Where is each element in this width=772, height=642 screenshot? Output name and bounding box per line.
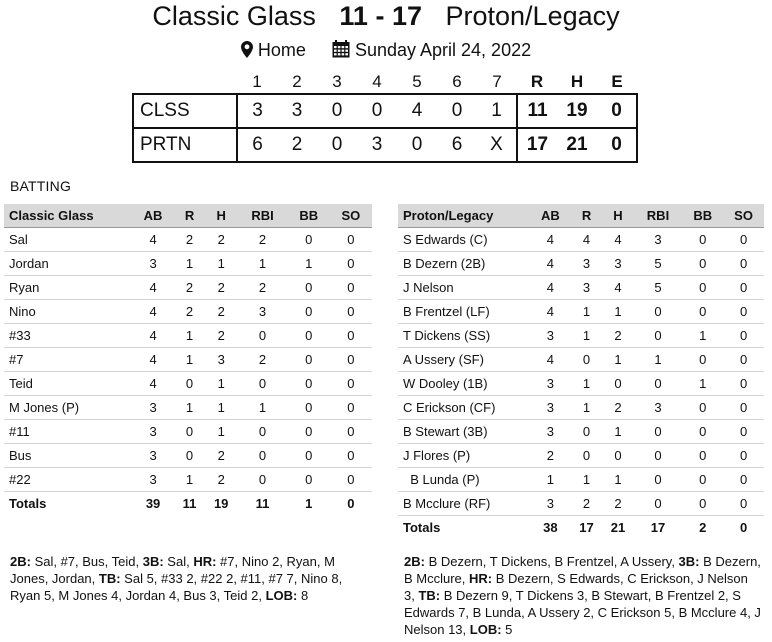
stat-cell: 1 bbox=[305, 495, 313, 511]
inning-runs: 3 bbox=[277, 94, 317, 128]
stat-cell: 0 bbox=[174, 419, 205, 443]
table-row bbox=[398, 467, 764, 491]
inning-header: 1 bbox=[252, 71, 262, 91]
inning-header: 4 bbox=[372, 71, 382, 91]
table-row bbox=[398, 491, 764, 515]
map-pin-icon bbox=[241, 40, 253, 64]
stat-cell: 5 bbox=[634, 275, 683, 299]
stat-cell: 2 bbox=[174, 227, 205, 251]
stat-cell: 3 bbox=[530, 371, 571, 395]
stat-cell: 0 bbox=[330, 275, 372, 299]
stat-cell: 2 bbox=[205, 227, 237, 251]
stat-cell: 0 bbox=[288, 299, 330, 323]
stat-cell: 1 bbox=[602, 347, 633, 371]
stat-cell: 2 bbox=[602, 491, 633, 515]
line-score-row-home bbox=[133, 128, 637, 162]
stat-cell: 3 bbox=[237, 299, 287, 323]
stat-cell: 0 bbox=[634, 491, 683, 515]
batting-header-row bbox=[398, 204, 764, 227]
stat-cell: 17 bbox=[650, 519, 666, 535]
stat-cell: 0 bbox=[602, 443, 633, 467]
stat-cell: 2 bbox=[205, 275, 237, 299]
table-row bbox=[4, 371, 372, 395]
stat-cell: 0 bbox=[330, 419, 372, 443]
stat-cell: 2 bbox=[237, 227, 287, 251]
player-name: Bus bbox=[4, 443, 132, 467]
stat-cell: 0 bbox=[347, 495, 355, 511]
stat-cell: 1 bbox=[602, 467, 633, 491]
totals-row bbox=[4, 491, 372, 515]
stat-cell: 1 bbox=[571, 299, 602, 323]
stat-cell: 39 bbox=[145, 495, 161, 511]
stat-cell: 11 bbox=[255, 495, 270, 511]
stat-cell: 0 bbox=[682, 491, 723, 515]
player-name: C Erickson (CF) bbox=[398, 395, 530, 419]
stat-cell: 3 bbox=[571, 251, 602, 275]
line-score-header bbox=[133, 70, 637, 94]
inning-runs: 0 bbox=[397, 128, 437, 162]
line-team-abbr: CLSS bbox=[133, 94, 237, 128]
home-batting-notes bbox=[404, 553, 762, 638]
stat-cell: 0 bbox=[682, 227, 723, 251]
table-row bbox=[398, 299, 764, 323]
table-row bbox=[398, 227, 764, 251]
stat-cell: 2 bbox=[205, 443, 237, 467]
stat-cell: 3 bbox=[530, 395, 571, 419]
stat-cell: 3 bbox=[205, 347, 237, 371]
inning-runs: 0 bbox=[317, 128, 357, 162]
stat-cell: 0 bbox=[330, 371, 372, 395]
section-label-batting: BATTING bbox=[10, 178, 72, 194]
stat-cell: 3 bbox=[530, 491, 571, 515]
stat-cell: 0 bbox=[174, 371, 205, 395]
runs-header: R bbox=[530, 71, 544, 91]
game-info bbox=[0, 38, 772, 64]
inning-header: 2 bbox=[292, 71, 302, 91]
total-errors: 0 bbox=[597, 128, 637, 162]
table-row bbox=[4, 275, 372, 299]
note-text: B Dezern, S Edwards, C Erickson, J Nelson 3, bbox=[404, 571, 748, 603]
stat-cell: 17 bbox=[579, 519, 594, 535]
away-batting-table bbox=[4, 204, 372, 515]
note-text: #7, Nino 2, Ryan, M Jones, Jordan, bbox=[10, 554, 335, 586]
stat-cell: 0 bbox=[723, 443, 764, 467]
col-header: R bbox=[571, 204, 602, 227]
stat-cell: 2 bbox=[237, 347, 287, 371]
stat-cell: 1 bbox=[571, 371, 602, 395]
col-header: R bbox=[174, 204, 205, 227]
stat-cell: 38 bbox=[543, 519, 558, 535]
player-name: B Frentzel (LF) bbox=[398, 299, 530, 323]
inning-header: 5 bbox=[412, 71, 422, 91]
total-errors: 0 bbox=[597, 94, 637, 128]
table-row bbox=[4, 227, 372, 251]
inning-runs: X bbox=[477, 128, 517, 162]
stat-cell: 0 bbox=[288, 275, 330, 299]
player-name: #22 bbox=[4, 467, 132, 491]
stat-cell: 0 bbox=[330, 299, 372, 323]
stat-cell: 2 bbox=[205, 323, 237, 347]
note-text: B Dezern, T Dickens, B Frentzel, A Ussery, bbox=[424, 554, 679, 569]
stat-cell: 0 bbox=[682, 395, 723, 419]
stat-cell: 1 bbox=[205, 371, 237, 395]
stat-cell: 4 bbox=[530, 299, 571, 323]
stat-cell: 0 bbox=[682, 275, 723, 299]
table-row bbox=[398, 323, 764, 347]
stat-cell: 1 bbox=[174, 395, 205, 419]
stat-cell: 3 bbox=[602, 251, 633, 275]
note-label: LOB: bbox=[469, 622, 502, 637]
hits-header: H bbox=[570, 71, 584, 91]
stat-cell: 2 bbox=[699, 519, 707, 535]
stat-cell: 1 bbox=[205, 395, 237, 419]
stat-cell: 2 bbox=[237, 275, 287, 299]
stat-cell: 1 bbox=[174, 251, 205, 275]
stat-cell: 4 bbox=[132, 275, 174, 299]
stat-cell: 1 bbox=[682, 323, 723, 347]
stat-cell: 0 bbox=[237, 467, 287, 491]
stat-cell: 0 bbox=[634, 443, 683, 467]
stat-cell: 0 bbox=[288, 395, 330, 419]
stat-cell: 0 bbox=[723, 419, 764, 443]
table-row bbox=[4, 323, 372, 347]
date-label: Sunday April 24, 2022 bbox=[354, 40, 532, 60]
table-row bbox=[4, 467, 372, 491]
stat-cell: 4 bbox=[530, 347, 571, 371]
game-title bbox=[0, 0, 772, 32]
stat-cell: 0 bbox=[723, 371, 764, 395]
stat-cell: 1 bbox=[602, 419, 633, 443]
player-name: Jordan bbox=[4, 251, 132, 275]
totals-label: Totals bbox=[403, 519, 441, 535]
col-header: BB bbox=[288, 204, 330, 227]
stat-cell: 3 bbox=[634, 227, 683, 251]
stat-cell: 4 bbox=[132, 299, 174, 323]
stat-cell: 1 bbox=[237, 395, 287, 419]
note-text: B Dezern, B Mcclure, bbox=[404, 554, 761, 586]
inning-runs: 2 bbox=[277, 128, 317, 162]
stat-cell: 0 bbox=[723, 275, 764, 299]
inning-runs: 4 bbox=[397, 94, 437, 128]
stat-cell: 1 bbox=[571, 323, 602, 347]
note-text: Sal, bbox=[163, 554, 194, 569]
player-name: J Nelson bbox=[398, 275, 530, 299]
stat-cell: 3 bbox=[132, 251, 174, 275]
note-label: TB: bbox=[418, 588, 441, 603]
stat-cell: 0 bbox=[682, 443, 723, 467]
col-header: AB bbox=[530, 204, 571, 227]
location-label: Home bbox=[257, 40, 306, 60]
stat-cell: 0 bbox=[288, 419, 330, 443]
stat-cell: 4 bbox=[602, 275, 633, 299]
stat-cell: 1 bbox=[237, 251, 287, 275]
player-name: Teid bbox=[4, 371, 132, 395]
col-header: RBI bbox=[237, 204, 287, 227]
errors-header: E bbox=[611, 71, 623, 91]
inning-runs: 6 bbox=[437, 128, 477, 162]
stat-cell: 3 bbox=[530, 419, 571, 443]
player-name: W Dooley (1B) bbox=[398, 371, 530, 395]
player-name: #33 bbox=[4, 323, 132, 347]
table-row bbox=[4, 395, 372, 419]
stat-cell: 0 bbox=[571, 347, 602, 371]
note-label: LOB: bbox=[265, 588, 298, 603]
player-name: Sal bbox=[4, 227, 132, 251]
stat-cell: 0 bbox=[174, 443, 205, 467]
stat-cell: 3 bbox=[132, 419, 174, 443]
stat-cell: 2 bbox=[571, 491, 602, 515]
stat-cell: 0 bbox=[723, 467, 764, 491]
col-header: H bbox=[205, 204, 237, 227]
note-text: B Dezern 9, T Dickens 3, B Stewart, B Frentzel 2, S Edwards 7, B Lunda, A Ussery 2, C Erickson 5, B Mcclure 4, J Nelson 13, bbox=[404, 588, 761, 637]
note-text: 8 bbox=[297, 588, 309, 603]
batting-team-header: Proton/Legacy bbox=[398, 204, 530, 227]
stat-cell: 0 bbox=[682, 419, 723, 443]
stat-cell: 0 bbox=[723, 299, 764, 323]
inning-runs: 3 bbox=[237, 94, 277, 128]
col-header: SO bbox=[330, 204, 372, 227]
away-batting-notes bbox=[10, 553, 366, 604]
stat-cell: 0 bbox=[723, 227, 764, 251]
stat-cell: 0 bbox=[602, 371, 633, 395]
stat-cell: 0 bbox=[288, 323, 330, 347]
stat-cell: 1 bbox=[174, 347, 205, 371]
col-header: H bbox=[602, 204, 633, 227]
stat-cell: 0 bbox=[330, 227, 372, 251]
table-row bbox=[4, 443, 372, 467]
player-name: #11 bbox=[4, 419, 132, 443]
inning-runs: 0 bbox=[317, 94, 357, 128]
batting-header-row bbox=[4, 204, 372, 227]
player-name: Nino bbox=[4, 299, 132, 323]
inning-header: 6 bbox=[452, 71, 462, 91]
total-runs: 17 bbox=[517, 128, 557, 162]
stat-cell: 2 bbox=[205, 467, 237, 491]
stat-cell: 0 bbox=[739, 519, 748, 535]
stat-cell: 0 bbox=[237, 371, 287, 395]
stat-cell: 3 bbox=[132, 443, 174, 467]
stat-cell: 3 bbox=[571, 275, 602, 299]
stat-cell: 21 bbox=[610, 519, 626, 535]
stat-cell: 1 bbox=[571, 395, 602, 419]
inning-runs: 0 bbox=[357, 94, 397, 128]
stat-cell: 2 bbox=[530, 443, 571, 467]
stat-cell: 4 bbox=[530, 251, 571, 275]
totals-label: Totals bbox=[9, 495, 47, 511]
stat-cell: 4 bbox=[530, 227, 571, 251]
inning-runs: 0 bbox=[437, 94, 477, 128]
stat-cell: 0 bbox=[723, 347, 764, 371]
stat-cell: 1 bbox=[634, 347, 683, 371]
stat-cell: 4 bbox=[530, 275, 571, 299]
total-runs: 11 bbox=[517, 94, 557, 128]
stat-cell: 0 bbox=[237, 323, 287, 347]
player-name: B Stewart (3B) bbox=[398, 419, 530, 443]
inning-header: 7 bbox=[492, 71, 502, 91]
table-row bbox=[398, 275, 764, 299]
table-row bbox=[4, 251, 372, 275]
table-row bbox=[398, 371, 764, 395]
note-label: HR: bbox=[193, 554, 217, 569]
home-batting-table bbox=[398, 204, 764, 539]
stat-cell: 0 bbox=[682, 347, 723, 371]
stat-cell: 0 bbox=[723, 323, 764, 347]
col-header: BB bbox=[682, 204, 723, 227]
stat-cell: 0 bbox=[723, 491, 764, 515]
stat-cell: 4 bbox=[132, 371, 174, 395]
stat-cell: 1 bbox=[682, 371, 723, 395]
inning-header: 3 bbox=[332, 71, 342, 91]
stat-cell: 2 bbox=[174, 275, 205, 299]
stat-cell: 1 bbox=[174, 467, 205, 491]
stat-cell: 4 bbox=[571, 227, 602, 251]
stat-cell: 0 bbox=[682, 251, 723, 275]
table-row bbox=[398, 419, 764, 443]
stat-cell: 0 bbox=[330, 443, 372, 467]
away-team-name: Classic Glass bbox=[152, 1, 316, 31]
stat-cell: 0 bbox=[288, 467, 330, 491]
stat-cell: 0 bbox=[571, 419, 602, 443]
table-row bbox=[398, 251, 764, 275]
stat-cell: 0 bbox=[288, 371, 330, 395]
stat-cell: 3 bbox=[132, 467, 174, 491]
stat-cell: 0 bbox=[634, 419, 683, 443]
player-name: A Ussery (SF) bbox=[398, 347, 530, 371]
total-hits: 19 bbox=[557, 94, 597, 128]
player-name: T Dickens (SS) bbox=[398, 323, 530, 347]
batting-team-header: Classic Glass bbox=[4, 204, 132, 227]
note-text: Sal, #7, Bus, Teid, bbox=[30, 554, 143, 569]
stat-cell: 1 bbox=[571, 467, 602, 491]
stat-cell: 0 bbox=[634, 467, 683, 491]
table-row bbox=[398, 347, 764, 371]
line-team-abbr: PRTN bbox=[133, 128, 237, 162]
note-label: 3B: bbox=[142, 554, 164, 569]
stat-cell: 0 bbox=[288, 443, 330, 467]
totals-row bbox=[398, 515, 764, 539]
stat-cell: 0 bbox=[237, 443, 287, 467]
player-name: Ryan bbox=[4, 275, 132, 299]
note-label: 3B: bbox=[678, 554, 700, 569]
player-name: B Lunda (P) bbox=[398, 467, 530, 491]
stat-cell: 0 bbox=[723, 395, 764, 419]
col-header: RBI bbox=[634, 204, 683, 227]
stat-cell: 11 bbox=[182, 495, 197, 511]
stat-cell: 0 bbox=[330, 251, 372, 275]
table-row bbox=[398, 443, 764, 467]
stat-cell: 0 bbox=[634, 299, 683, 323]
note-label: 2B: bbox=[404, 554, 425, 569]
stat-cell: 1 bbox=[174, 323, 205, 347]
stat-cell: 0 bbox=[330, 323, 372, 347]
stat-cell: 0 bbox=[634, 371, 683, 395]
col-header: SO bbox=[723, 204, 764, 227]
stat-cell: 2 bbox=[602, 323, 633, 347]
line-score-row-away bbox=[133, 94, 637, 128]
stat-cell: 1 bbox=[205, 419, 237, 443]
table-row bbox=[4, 347, 372, 371]
line-score-table bbox=[132, 70, 638, 163]
inning-runs: 3 bbox=[357, 128, 397, 162]
stat-cell: 2 bbox=[602, 395, 633, 419]
stat-cell: 5 bbox=[634, 251, 683, 275]
stat-cell: 19 bbox=[213, 495, 229, 511]
stat-cell: 0 bbox=[330, 347, 372, 371]
player-name: B Dezern (2B) bbox=[398, 251, 530, 275]
stat-cell: 0 bbox=[723, 251, 764, 275]
stat-cell: 0 bbox=[288, 227, 330, 251]
player-name: M Jones (P) bbox=[4, 395, 132, 419]
stat-cell: 0 bbox=[634, 323, 683, 347]
stat-cell: 4 bbox=[132, 323, 174, 347]
player-name: S Edwards (C) bbox=[398, 227, 530, 251]
stat-cell: 0 bbox=[682, 467, 723, 491]
home-team-name: Proton/Legacy bbox=[445, 1, 620, 31]
stat-cell: 1 bbox=[602, 299, 633, 323]
stat-cell: 1 bbox=[530, 467, 571, 491]
stat-cell: 4 bbox=[132, 227, 174, 251]
table-row bbox=[4, 299, 372, 323]
stat-cell: 4 bbox=[132, 347, 174, 371]
note-text: 5 bbox=[501, 622, 513, 637]
player-name: #7 bbox=[4, 347, 132, 371]
table-row bbox=[4, 419, 372, 443]
stat-cell: 0 bbox=[682, 299, 723, 323]
player-name: J Flores (P) bbox=[398, 443, 530, 467]
stat-cell: 2 bbox=[174, 299, 205, 323]
col-header: AB bbox=[132, 204, 174, 227]
stat-cell: 1 bbox=[205, 251, 237, 275]
stat-cell: 0 bbox=[571, 443, 602, 467]
stat-cell: 3 bbox=[530, 323, 571, 347]
stat-cell: 2 bbox=[205, 299, 237, 323]
table-row bbox=[398, 395, 764, 419]
stat-cell: 4 bbox=[602, 227, 633, 251]
stat-cell: 3 bbox=[634, 395, 683, 419]
stat-cell: 0 bbox=[330, 467, 372, 491]
stat-cell: 1 bbox=[288, 251, 330, 275]
note-label: TB: bbox=[98, 571, 121, 586]
note-label: 2B: bbox=[10, 554, 31, 569]
final-score: 11 - 17 bbox=[339, 1, 422, 31]
stat-cell: 0 bbox=[330, 395, 372, 419]
inning-runs: 1 bbox=[477, 94, 517, 128]
player-name: B Mcclure (RF) bbox=[398, 491, 530, 515]
note-text: Sal 5, #33 2, #22 2, #11, #7 7, Nino 8, Ryan 5, M Jones 4, Jordan 4, Bus 3, Teid 2, bbox=[10, 571, 343, 603]
total-hits: 21 bbox=[557, 128, 597, 162]
stat-cell: 3 bbox=[132, 395, 174, 419]
inning-runs: 6 bbox=[237, 128, 277, 162]
stat-cell: 0 bbox=[288, 347, 330, 371]
calendar-icon bbox=[332, 40, 350, 64]
stat-cell: 0 bbox=[237, 419, 287, 443]
note-label: HR: bbox=[469, 571, 493, 586]
